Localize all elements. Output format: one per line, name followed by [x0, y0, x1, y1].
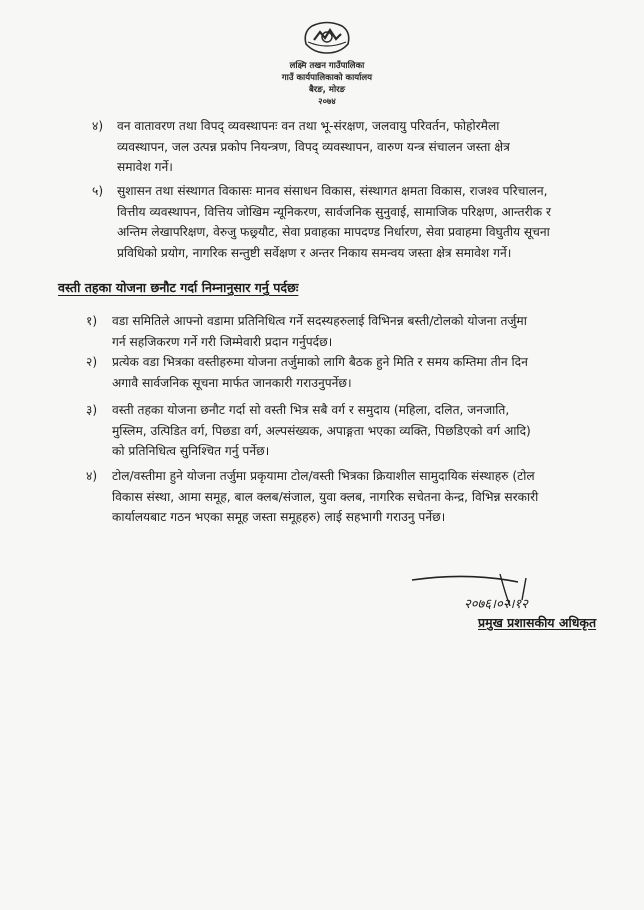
text-line: कार्यालयबाट गठन भएका समूह जस्ता समूहहरु) लाई सहभागी गराउनु पर्नेछ।: [112, 510, 446, 524]
item-number: ४): [86, 469, 98, 483]
prev-item-text: [117, 181, 587, 263]
text-line: टोल/वस्तीमा हुने योजना तर्जुमा प्रकृयामा टोल/वस्ती भित्रका क्रियाशील सामुदायिक संस्थाहरु (टोल: [112, 469, 535, 483]
text-line: अन्तिम लेखापरिक्षण, वेरुजु फछ्र्यौट, सेवा प्रवाहका मापदण्ड निर्धारण, सेवा प्रवाहमा विघुतीय सूचना: [117, 225, 550, 239]
prev-item-text: [117, 116, 587, 178]
text-line: मुस्लिम, उत्पिडित वर्ग, पिछडा वर्ग, अल्पसंख्यक, अपाङ्गता भएका व्यक्ति, पिछडिएको वर्ग आदि): [112, 423, 531, 438]
item-text: [112, 400, 588, 462]
office-seal: [272, 20, 382, 112]
item-text: [112, 311, 588, 352]
text-line: व्यवस्थापन, जल उत्पन्न प्रकोप नियन्त्रण, विपद् व्यवस्थापन, वारुण यन्त्र संचालन जस्ता क्षेत्र: [117, 139, 510, 154]
text-line: वडा समितिले आफ्नो वडामा प्रतिनिधित्व गर्ने सदस्यहरुलाई विभिनन्न बस्ती/टोलको योजना तर्जुमा: [112, 314, 527, 328]
text-line: विकास संस्था, आमा समूह, बाल क्लब/संजाल, युवा क्लब, नागरिक सचेतना केन्द्र, विभिन्न सरकारी: [112, 489, 539, 504]
text-line: को प्रतिनिधित्व सुनिश्चित गर्नु पर्नेछ।: [112, 444, 270, 458]
section-heading: वस्ती तहका योजना छनौट गर्दा निम्नानुसार गर्नु पर्दछः: [58, 280, 299, 295]
seal-line-2: गाउँ कार्यपालिकाको कार्यालय: [281, 73, 373, 83]
item-number: १): [86, 314, 98, 328]
text-line: वन वातावरण तथा विपद् व्यवस्थापनः वन तथा भू-संरक्षण, जलवायु परिवर्तन, फोहोरमैला: [117, 119, 500, 133]
seal-line-1: लक्ष्मि तखन गाउँपालिका: [289, 61, 365, 71]
prev-item-number: ४): [92, 119, 104, 133]
text-line: प्रत्येक वडा भित्रका वस्तीहरुमा योजना तर्जुमाको लागि बैठक हुने मिति र समय कम्तिमा तीन दिन: [112, 355, 528, 369]
item-number: ३): [86, 403, 98, 417]
text-line: प्रविधिको प्रयोग, नागरिक सन्तुष्टी सर्वेक्षण र अन्तर निकाय समन्वय जस्ता क्षेत्र समावेश गर्ने।: [117, 245, 512, 260]
text-line: सुशासन तथा संस्थागत विकासः मानव संसाधन विकास, संस्थागत क्षमता विकास, राजश्व परिचालन,: [117, 184, 548, 198]
text-line: वस्ती तहका योजना छनौट गर्दा सो वस्ती भित्र सबै वर्ग र समुदाय (महिला, दलित, जनजाति,: [112, 403, 510, 417]
item-text: [112, 466, 588, 528]
item-text: [112, 352, 588, 393]
seal-line-3: बैरङ, मोरङ: [308, 85, 346, 95]
text-line: गर्न सहजिकरण गर्ने गरी जिम्मेवारी प्रदान गर्नुपर्दछ।: [112, 334, 333, 349]
signatory-designation: प्रमुख प्रशासकीय अधिकृत: [478, 615, 597, 630]
signature-scribble-icon: [408, 566, 608, 616]
text-line: अगावै सार्वजनिक सूचना मार्फत जानकारी गराउनुपर्नेछ।: [112, 375, 352, 390]
signature-date: २०७६।०२।१२: [464, 597, 528, 612]
seal-line-4: २०७४: [318, 97, 336, 107]
text-line: वित्तीय व्यवस्थापन, वित्तिय जोखिम न्यूनिकरण, सार्वजनिक सुनुवाई, सामाजिक परिक्षण, आन्तरीक र: [117, 204, 551, 219]
prev-item-number: ५): [92, 184, 104, 198]
text-line: समावेश गर्ने।: [117, 160, 173, 174]
item-number: २): [86, 355, 98, 369]
seal-emblem-icon: [272, 20, 382, 112]
